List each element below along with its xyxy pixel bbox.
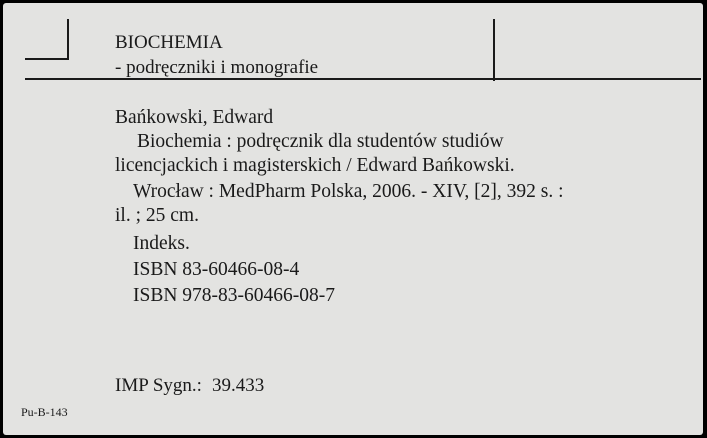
title-line-1: Biochemia : podręcznik dla studentów studiów: [137, 131, 504, 152]
isbn-13: ISBN 978-83-60466-08-7: [133, 285, 336, 306]
call-number-value: 39.433: [211, 375, 265, 396]
card-code: Pu-B-143: [21, 405, 68, 419]
title-line-2: licencjackich i magisterskich / Edward Bańkowski.: [115, 155, 515, 176]
subject-subheading: - podręczniki i monografie: [115, 57, 319, 78]
subject-heading: BIOCHEMIA: [115, 32, 223, 53]
imprint-line-1: Wrocław : MedPharm Polska, 2006. - XIV, [2], 392 s. :: [133, 181, 564, 202]
imprint-line-2: il. ; 25 cm.: [115, 205, 199, 226]
catalog-card: [3, 3, 703, 435]
corner-mark-horizontal: [25, 58, 69, 60]
author-heading: Bańkowski, Edward: [115, 107, 274, 128]
call-number: [115, 375, 264, 397]
note-index: Indeks.: [133, 233, 190, 254]
corner-mark-vertical: [67, 19, 69, 59]
header-divider-vertical: [493, 19, 495, 81]
call-number-label: IMP Sygn.:: [115, 375, 202, 396]
isbn-10: ISBN 83-60466-08-4: [133, 259, 300, 280]
